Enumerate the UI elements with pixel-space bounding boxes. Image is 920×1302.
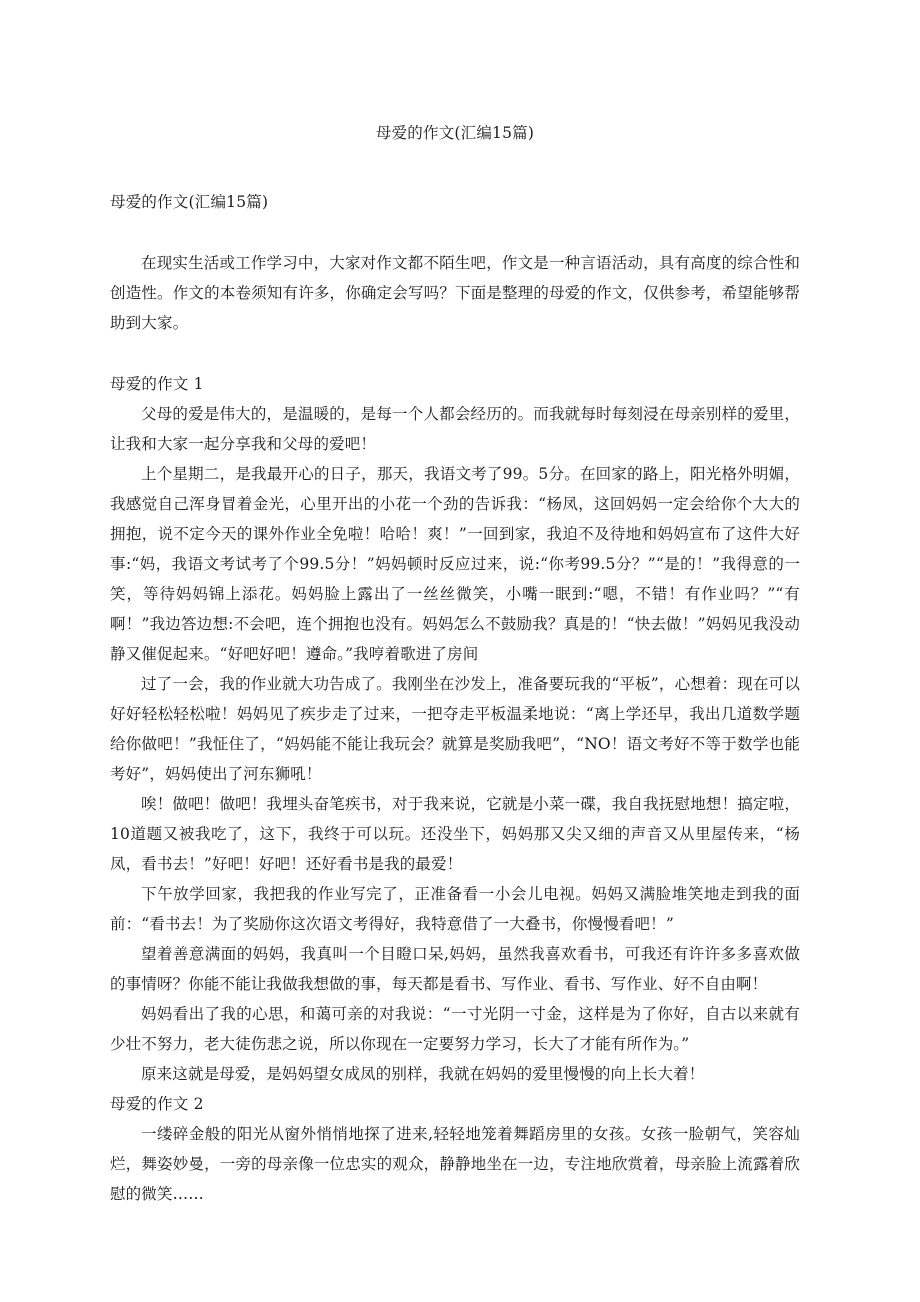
section-1-paragraph-2: 上个星期二，是我最开心的日子，那天，我语文考了99。5分。在回家的路上，阳光格外明媚，我感觉自己浑身冒着金光，心里开出的小花一个劲的告诉我：“杨凤，这回妈妈一定会给你个大大的拥抱，说不定今天的课外作业全免啦！哈哈！爽！”一回到家，我迫不及待地和妈妈宣布了这件大好事:“妈，我语文考试考了个99.5分！”妈妈顿时反应过来，说:“你考99.5分？”“是的！”我得意的一笑，等待妈妈锦上添花。妈妈脸上露出了一丝丝微笑，小嘴一眠到:“嗯，不错！有作业吗？”“有啊！”我边答边想:不会吧，连个拥抱也没有。妈妈怎么不鼓励我？真是的！“快去做！”妈妈见我没动静又催促起来。“好吧好吧！遵命。”我哼着歌进了房间 bbox=[110, 465, 800, 663]
section-1-paragraph-1: 父母的爱是伟大的，是温暖的，是每一个人都会经历的。而我就每时每刻浸在母亲别样的爱里，让我和大家一起分享我和父母的爱吧！ bbox=[110, 405, 800, 453]
document-body bbox=[110, 0, 800, 1209]
intro-paragraph: 在现实生活或工作学习中，大家对作文都不陌生吧，作文是一种言语活动，具有高度的综合性和创造性。作文的本卷须知有许多，你确定会写吗？下面是整理的母爱的作文，仅供参考，希望能够帮助到大家。 bbox=[110, 254, 800, 332]
section-heading-2: 母爱的作文 2 bbox=[110, 1095, 204, 1113]
document-subtitle: 母爱的作文(汇编15篇) bbox=[110, 193, 269, 211]
page-title: 母爱的作文(汇编15篇) bbox=[375, 124, 535, 142]
section-1-paragraph-3: 过了一会，我的作业就大功告成了。我刚坐在沙发上，准备要玩我的“平板”，心想着：现在可以好好轻松轻松啦！妈妈见了疾步走了过来，一把夺走平板温柔地说：“离上学还早，我出几道数学题给你做吧！”我怔住了，“妈妈能不能让我玩会？就算是奖励我吧”，“NO！语文考好不等于数学也能考好”，妈妈使出了河东狮吼！ bbox=[110, 675, 800, 783]
section-1-paragraph-6: 望着善意满面的妈妈，我真叫一个目瞪口呆,妈妈，虽然我喜欢看书，可我还有许许多多喜欢做的事情呀？你能不能让我做我想做的事，每天都是看书、写作业、看书、写作业、好不自由啊！ bbox=[110, 945, 800, 993]
section-1-paragraph-7: 妈妈看出了我的心思，和蔼可亲的对我说：“一寸光阴一寸金，这样是为了你好，自古以来就有少壮不努力，老大徒伤悲之说，所以你现在一定要努力学习，长大了才能有所作为。” bbox=[110, 1005, 800, 1053]
section-heading-1: 母爱的作文 1 bbox=[110, 375, 204, 393]
section-1-paragraph-5: 下午放学回家，我把我的作业写完了，正准备看一小会儿电视。妈妈又满脸堆笑地走到我的面前：“看书去！为了奖励你这次语文考得好，我特意借了一大叠书，你慢慢看吧！” bbox=[110, 885, 800, 933]
section-2-paragraph-1: 一缕碎金般的阳光从窗外悄悄地探了进来,轻轻地笼着舞蹈房里的女孩。女孩一脸朝气，笑容灿烂，舞姿妙曼，一旁的母亲像一位忠实的观众，静静地坐在一边，专注地欣赏着，母亲脸上流露着欣慰的微笑…… bbox=[110, 1125, 800, 1203]
section-1-paragraph-8: 原来这就是母爱，是妈妈望女成凤的别样，我就在妈妈的爱里慢慢的向上长大着！ bbox=[141, 1065, 705, 1083]
section-1-paragraph-4: 唉！做吧！做吧！我埋头奋笔疾书，对于我来说，它就是小菜一碟，我自我抚慰地想！搞定啦，10道题又被我吃了，这下，我终于可以玩。还没坐下，妈妈那又尖又细的声音又从里屋传来，“杨凤，看书去！”好吧！好吧！还好看书是我的最爱！ bbox=[110, 795, 800, 873]
